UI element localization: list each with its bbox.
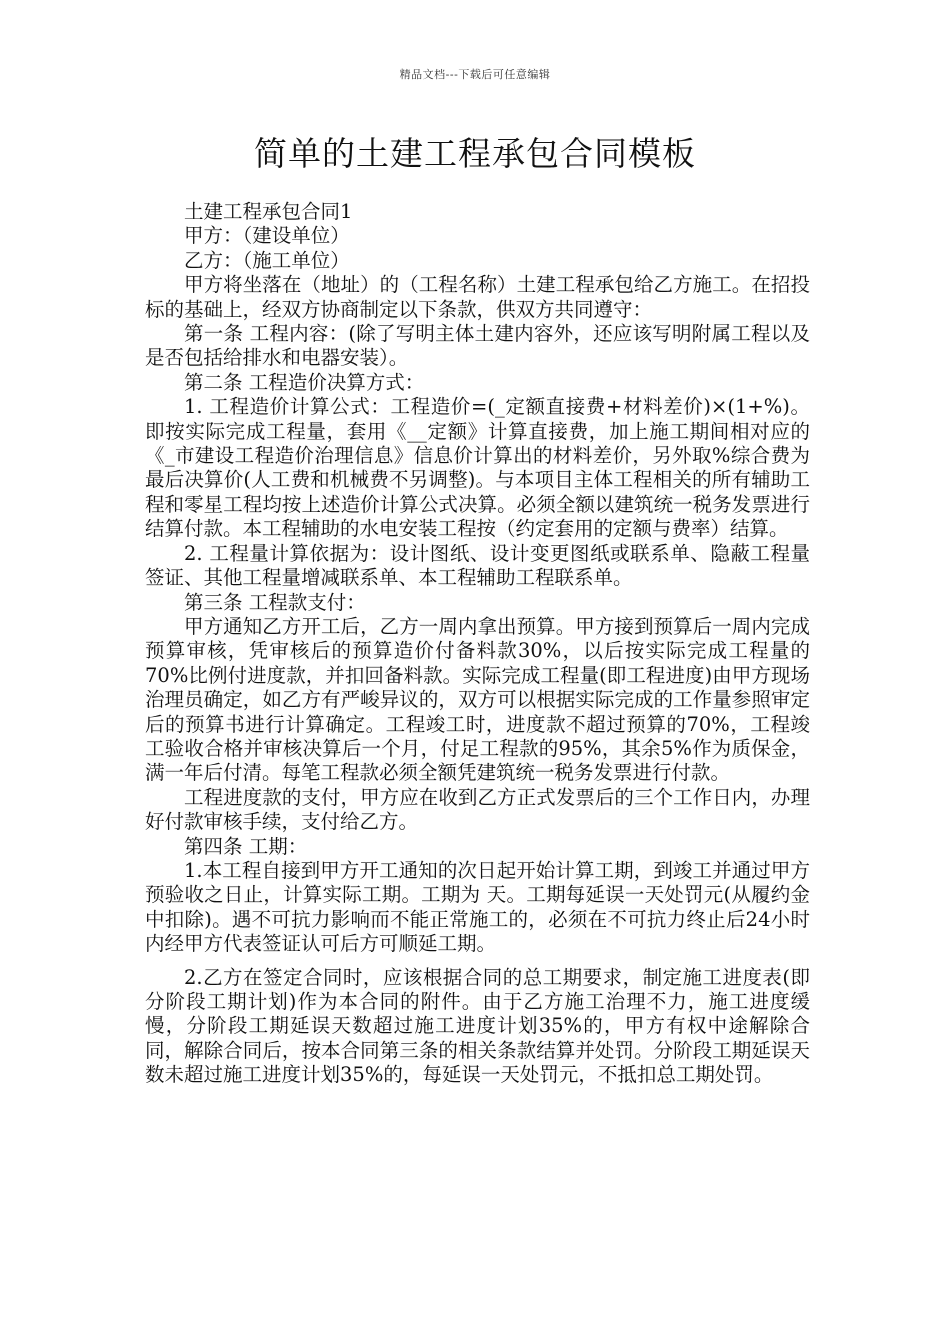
article-4-clause-1: 1.本工程自接到甲方开工通知的次日起开始计算工期，到竣工并通过甲方预验收之日止，计算实际工期。工期为 天。工期每延误一天处罚元(从履约金中扣除)。遇不可抗力影响而不能正常施工的，必须在不可抗力终止后24小时内经甲方代表签证认可后方可顺延工期。 <box>145 858 810 956</box>
party-a-line: 甲方：（建设单位） <box>184 224 350 248</box>
document-body <box>145 200 810 1088</box>
article-2-clause-2: 2. 工程量计算依据为：设计图纸、设计变更图纸或联系单、隐蔽工程量签证、其他工程量增减联系单、本工程辅助工程联系单。 <box>145 541 810 590</box>
header-note: 精品文档---下载后可任意编辑 <box>399 68 551 81</box>
article-2-heading: 第二条 工程造价决算方式： <box>184 370 425 394</box>
article-3-heading: 第三条 工程款支付： <box>184 590 366 614</box>
article-2-clause-1: 1. 工程造价计算公式：工程造价=(_定额直接费+材料差价)×(1+%)。即按实际完成工程量，套用《__定额》计算直接费，加上施工期间相对应的《_市建设工程造价治理信息》信息价计算出的材料差价，另外取%综合费为最后决算价(人工费和机械费不另调整)。与本项目主体工程相关的所有辅助工程和零星工程均按上述造价计算公式决算。必须全额以建筑统一税务发票进行结算付款。本工程辅助的水电安装工程按（约定套用的定额与费率）结算。 <box>145 395 810 541</box>
article-3-paragraph-1: 甲方通知乙方开工后，乙方一周内拿出预算。甲方接到预算后一周内完成预算审核，凭审核后的预算造价付备料款30%，以后按实际完成工程量的70%比例付进度款，并扣回备料款。实际完成工程量(即工程进度)由甲方现场治理员确定，如乙方有严峻异议的，双方可以根据实际完成的工作量参照审定后的预算书进行计算确定。工程竣工时，进度款不超过预算的70%，工程竣工验收合格并审核决算后一个月，付足工程款的95%，其余5%作为质保金，满一年后付清。每笔工程款必须全额凭建筑统一税务发票进行付款。 <box>145 614 810 785</box>
article-3-paragraph-2: 工程进度款的支付，甲方应在收到乙方正式发票后的三个工作日内，办理好付款审核手续，支付给乙方。 <box>145 785 810 834</box>
party-b-line: 乙方：（施工单位） <box>184 248 350 272</box>
article-4-heading: 第四条 工期： <box>184 834 308 858</box>
document-title: 简单的土建工程承包合同模板 <box>254 134 696 173</box>
article-4-clause-2: 2.乙方在签定合同时，应该根据合同的总工期要求，制定施工进度表(即分阶段工期计划)作为本合同的附件。由于乙方施工治理不力，施工进度缓慢，分阶段工期延误天数超过施工进度计划35%的，甲方有权中途解除合同，解除合同后，按本合同第三条的相关条款结算并处罚。分阶段工期延误天数未超过施工进度计划35%的，每延误一天处罚元，不抵扣总工期处罚。 <box>145 965 810 1087</box>
contract-heading: 土建工程承包合同1 <box>184 200 353 223</box>
preamble-paragraph: 甲方将坐落在（地址）的（工程名称）土建工程承包给乙方施工。在招投标的基础上，经双方协商制定以下条款，供双方共同遵守： <box>145 273 810 321</box>
article-1-paragraph: 第一条 工程内容：(除了写明主体土建内容外，还应该写明附属工程以及是否包括给排水和电器安装）。 <box>145 322 810 370</box>
